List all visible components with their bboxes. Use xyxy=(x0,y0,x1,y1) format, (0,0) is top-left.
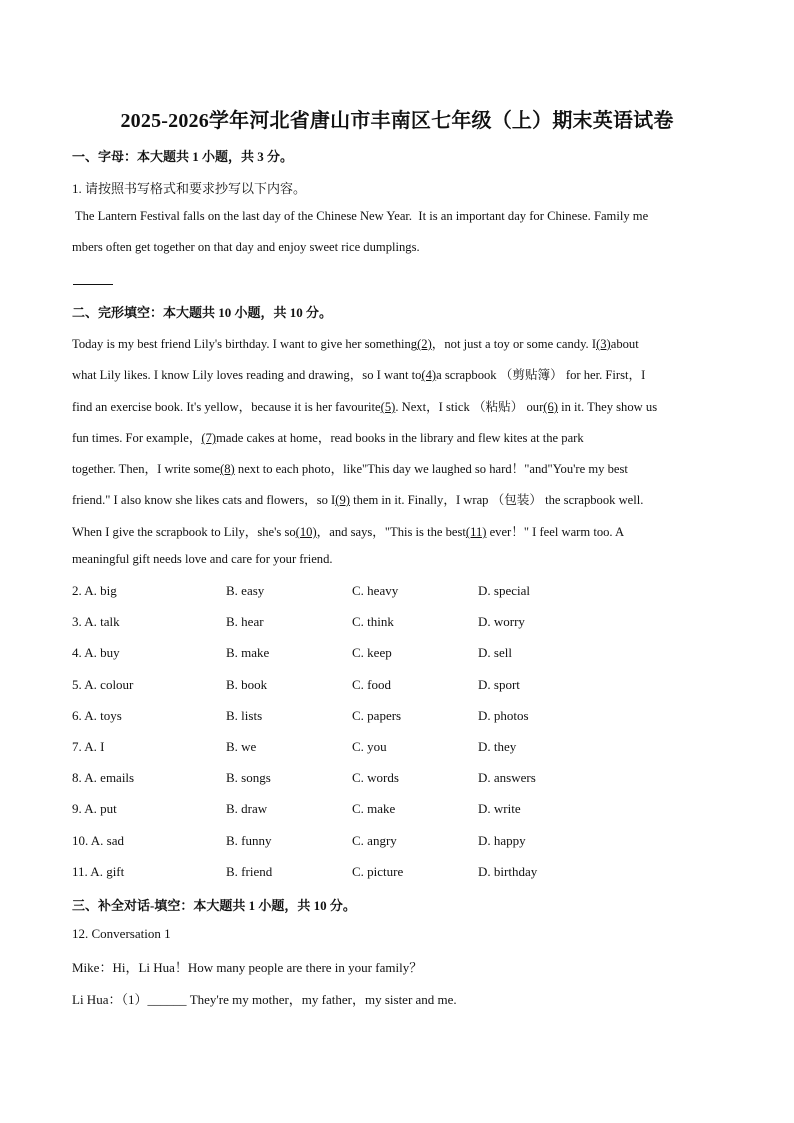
option-choice[interactable]: D. they xyxy=(478,739,517,754)
conversation-title: 12. Conversation 1 xyxy=(72,926,171,941)
q1-instruction: 1. 请按照书写格式和要求抄写以下内容。 xyxy=(72,181,307,196)
option-choice[interactable]: 5. A. colour xyxy=(72,677,134,692)
option-choice[interactable]: C. words xyxy=(352,770,399,785)
option-choice[interactable]: 4. A. buy xyxy=(72,645,120,660)
option-choice[interactable]: D. answers xyxy=(478,770,536,785)
passage-text: Today is my best friend Lily's birthday. I want to give her something xyxy=(72,337,418,351)
passage-line xyxy=(72,458,722,477)
option-choice[interactable]: C. think xyxy=(352,614,394,629)
passage-text: find an exercise book. It's yellow，because it is her favourite xyxy=(72,400,381,414)
dialogue-line-lihua xyxy=(72,989,722,1008)
option-row xyxy=(72,739,632,757)
option-choice[interactable]: D. sport xyxy=(478,677,520,692)
option-choice[interactable]: B. easy xyxy=(226,583,265,598)
blank-number: (6) xyxy=(543,400,558,414)
option-choice[interactable]: 10. A. sad xyxy=(72,833,124,848)
passage-line xyxy=(72,489,722,508)
dialogue-speaker: Li Hua：（1） xyxy=(72,992,148,1007)
option-row xyxy=(72,770,632,788)
option-choice[interactable]: B. make xyxy=(226,645,270,660)
option-choice[interactable]: 3. A. talk xyxy=(72,614,120,629)
option-choice[interactable]: 2. A. big xyxy=(72,583,117,598)
passage-text: made cakes at home，read books in the library and flew kites at the park xyxy=(216,431,584,445)
option-row xyxy=(72,708,632,726)
passage-text: friend." I also know she likes cats and flowers，so I xyxy=(72,493,336,507)
option-choice[interactable]: D. special xyxy=(478,583,530,598)
passage-text: . Next，I stick （粘贴） our xyxy=(395,400,544,414)
passage-text: a scrapbook （剪贴簿） for her. First，I xyxy=(436,368,646,382)
passage-text: ，and says，"This is the best xyxy=(316,525,466,539)
option-row xyxy=(72,614,632,632)
exam-title: 2025-2026学年河北省唐山市丰南区七年级（上）期末英语试卷 xyxy=(120,110,674,132)
blank-number: (11) xyxy=(465,525,487,539)
option-choice[interactable]: D. write xyxy=(478,801,521,816)
option-choice[interactable]: D. worry xyxy=(478,614,525,629)
option-choice[interactable]: D. sell xyxy=(478,645,512,660)
option-choice[interactable]: C. heavy xyxy=(352,583,399,598)
option-choice[interactable]: C. you xyxy=(352,739,387,754)
passage-text: meaningful gift needs love and care for your friend. xyxy=(72,552,333,566)
dialogue-text: They're my mother，my father，my sister and me. xyxy=(186,992,457,1007)
blank-number: (7) xyxy=(201,431,217,445)
option-choice[interactable]: C. picture xyxy=(352,864,404,879)
passage-text: together. Then，I write some xyxy=(72,462,221,476)
passage-line xyxy=(72,521,722,540)
blank-number: (3) xyxy=(596,337,611,351)
option-choice[interactable]: C. angry xyxy=(352,833,397,848)
option-choice[interactable]: 6. A. toys xyxy=(72,708,122,723)
section1-heading: 一、字母：本大题共 1 小题，共 3 分。 xyxy=(72,149,294,164)
option-choice[interactable]: B. lists xyxy=(226,708,263,723)
blank-number: (2) xyxy=(417,337,432,351)
option-row xyxy=(72,583,632,601)
option-choice[interactable]: B. funny xyxy=(226,833,272,848)
passage-text: them in it. Finally，I wrap （包装） the scrapbook well. xyxy=(349,493,644,507)
option-choice[interactable]: C. keep xyxy=(352,645,392,660)
option-row xyxy=(72,833,632,851)
blank-number: (4) xyxy=(421,368,437,382)
option-choice[interactable]: C. make xyxy=(352,801,396,816)
dialogue-answer-blank[interactable]: ______ xyxy=(147,992,187,1007)
option-choice[interactable]: C. papers xyxy=(352,708,402,723)
blank-number: (8) xyxy=(220,462,235,476)
option-choice[interactable]: B. friend xyxy=(226,864,273,879)
option-row xyxy=(72,677,632,695)
passage-text: ，not just a toy or some candy. I xyxy=(431,337,597,351)
passage-text: about xyxy=(610,337,639,351)
option-choice[interactable]: 7. A. I xyxy=(72,739,105,754)
blank-number: (9) xyxy=(335,493,350,507)
passage-text: what Lily likes. I know Lily loves reading and drawing，so I want to xyxy=(72,368,422,382)
passage-line xyxy=(72,333,722,352)
option-choice[interactable]: 9. A. put xyxy=(72,801,117,816)
blank-number: (10) xyxy=(295,525,317,539)
option-row xyxy=(72,801,632,819)
option-choice[interactable]: 11. A. gift xyxy=(72,864,125,879)
section2-heading: 二、完形填空：本大题共 10 小题，共 10 分。 xyxy=(72,305,333,320)
passage-text: in it. They show us xyxy=(557,400,658,414)
passage-text: fun times. For example， xyxy=(72,431,202,445)
option-row xyxy=(72,864,632,882)
passage-text: ever！" I feel warm too. A xyxy=(486,525,625,539)
q1-answer-blank[interactable] xyxy=(73,284,113,285)
passage-text: next to each photo，like"This day we laughed so hard！"and"You're my best xyxy=(234,462,628,476)
passage-text: When I give the scrapbook to Lily，she's so xyxy=(72,525,296,539)
blank-number: (5) xyxy=(380,400,396,414)
q1-passage-line1: The Lantern Festival falls on the last day of the Chinese New Year. It is an important day for Chinese. Family me xyxy=(72,209,649,223)
option-row xyxy=(72,645,632,663)
passage-line xyxy=(72,396,722,415)
passage-line xyxy=(72,427,722,446)
option-choice[interactable]: B. draw xyxy=(226,801,268,816)
q1-passage-line2: mbers often get together on that day and enjoy sweet rice dumplings. xyxy=(72,240,420,254)
option-choice[interactable]: B. we xyxy=(226,739,257,754)
section3-heading: 三、补全对话-填空：本大题共 1 小题，共 10 分。 xyxy=(72,898,356,913)
option-choice[interactable]: 8. A. emails xyxy=(72,770,135,785)
passage-line xyxy=(72,552,722,567)
option-choice[interactable]: C. food xyxy=(352,677,391,692)
passage-line xyxy=(72,364,722,383)
option-choice[interactable]: D. birthday xyxy=(478,864,538,879)
option-choice[interactable]: B. hear xyxy=(226,614,264,629)
option-choice[interactable]: D. happy xyxy=(478,833,526,848)
option-choice[interactable]: D. photos xyxy=(478,708,529,723)
dialogue-line-mike: Mike：Hi，Li Hua！How many people are there in your family？ xyxy=(72,960,423,975)
option-choice[interactable]: B. book xyxy=(226,677,268,692)
option-choice[interactable]: B. songs xyxy=(226,770,271,785)
